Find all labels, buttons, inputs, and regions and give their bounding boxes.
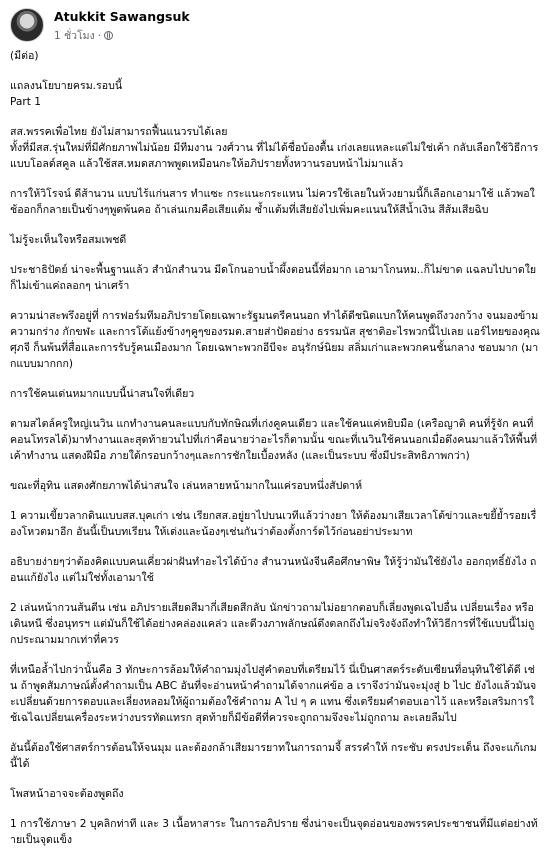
post-paragraph: การใช้คนเด่นหมากแบบนี้น่าสนใจที่เดียว xyxy=(10,388,195,400)
post-paragraph: ประชาธิปัตย์ น่าจะพื้นฐานแล้ว สำนักสำนวน มีดโกนอาบน้ำผึ้งตอนนี้ที่อมาก เอามาโกนหม..ก็ไม่ขาด แฉลบไปบาดใยก็ไม่เข้าแค่ถลอกๆ น่าเศร้า xyxy=(10,264,537,292)
post-header xyxy=(10,8,541,42)
post-paragraph: (มีต่อ) xyxy=(10,50,39,62)
post-paragraph: การให้วิโรจน์ ดีส้านวน แบบไร้แก่นสาร ทำแซะ กระแนะกระแหน ไม่ควรใช้เลยในห้วงยามนี้ก็เลือกเอามาใช้ แล้วพอใช้ออกก็กลายเป็นข้างๆพูดพ้นคอ ถ้าเล่นเกมคือเสียแต้ม ซ้ำแต้มที่เสียยังไปเพิ่มคะแนนให้สีน้ำเงิน สีส้มเสียฉิบ xyxy=(10,188,535,216)
author-avatar[interactable] xyxy=(10,8,44,42)
post-paragraph: อธิบายง่ายๆว่าต้องคิดแบบคนเคี่ยวผ่าฝันทำอะไรได้บ้าง สำนวนหนังจีนคือศึกษาพิษ ให้รู้ว่ามันใช้ยังไง ออกฤทธิ์ยังไง ถอนแก้ยังไง แต่ไม่ใช่ทั้งเอามาใช้ xyxy=(10,556,537,584)
author-name[interactable]: Atukkit Sawangsuk xyxy=(54,9,190,24)
post-meta xyxy=(54,27,113,44)
post-paragraph: ที่เหนือล้ำไปกว่านั้นคือ 3 ทักษะการล้อมให้คำถามมุ่งไปสู่คำตอบที่เตรียมไว้ นี่เป็นศาสตร์ระดับเซียนที่อนุทินใช้ได้ดี เช่น ถ้าพูดสัมภาษณ์ตั้งคำถามเป็น ABC อันที่จะอ่านหน้าคำถามได้จากแค่ข้อ a เราจึงว่ามันจะมุ่งสู่ b ไปc ยังไงแล้วมันจะเปลี่ยนด้วยการตอบและเลี่ยงหลอมให้ผู้ถามต้องใช้คำถาม A ไป ๆ ค แทน ซึ่งเตรียมคำตอบเอาไว้ และหรือเสริมการใช้เฉไฉเปลี่ยนเครื่องระหว่างบรรทัดแทรก สุดท้ายก็มีข้อดีที่ควรจะถูกถามจึงจะไม่ถูกถาม ละเลยลืมไป xyxy=(10,664,537,724)
post-body xyxy=(10,48,540,862)
meta-separator: · xyxy=(97,30,102,42)
post-paragraph: โพสหน้าอาจจะต้องพูดถึง xyxy=(10,788,124,800)
post-timestamp[interactable]: 1 ชั่วโมง xyxy=(54,30,95,42)
post-paragraph: ตามสไตล์ครูใหญ่เนวิน แกทำงานคนละแบบกับทักษิณที่เก่งคูคนเดียว และใช้คนแค่หยิบมือ (เครือญาติ คนที่รู้จัก คนที่คอนโทรลได้)มาทำงานและสุดท้ายวนไปที่เก่าคือนายว่าอะไรก็ตามนั้น ขณะที่เนวินใช้คนนอกเมื่อดึงคนมาแล้วให้พื้นที่เค้าทำงาน แสดงฝีมือ ภายใต้กรอบกว้างๆและการชักใยเบื้องหลัง (และเป็นระบบ ซึ่งมีประสิทธิภาพกว่า) xyxy=(10,418,538,462)
post-paragraph: แถลงนโยบายครม.รอบนี้ Part 1 xyxy=(10,80,123,108)
post-paragraph: 1 ความเขี้ยวลากดินแบบสส.บุคเก่า เช่น เรียกสส.อยู่ยาไปบนเวทีแล้วว่างยา ให้ต้องมาเสียเวลาโต้ข่าวและขยี้ย้ำรอยเรื่องโหวตมาอีก อันนี้เป็นบทเรียน ให้เด่งและน้องๆเช่นกันว่าต้องตั้งการ์ดไว้ก่อนอย่าประมาท xyxy=(10,510,537,538)
post-paragraph: 2 เล่นหน้ากวนส้นตีน เช่น อภิปรายเสียดสีมากี่เสียดสีกลับ นักข่าวถามไม่อยากตอบก็เลี่ยงพูดเฉไปอื่น เปลี่ยนเรื่อง หรือ เดินหนี ซึ่งอนุทรฯ แต่มันก็ใช้ได้อย่างคล่องแคล่ว และดีวงภาพลักษณ์ดึงตลกถึงไม่จริงจังถึงทำให้วิธีการที่ใช้แบบนี้ไม่ถูกประณามมากเท่าที่ควร xyxy=(10,602,535,646)
post-paragraph: อันนี้ต้องใช้ศาสตร์การต้อนให้จนมุม และต้องกล้าเสียมารยาทในการถามจี้ สรรคำให้ กระชับ ตรงประเด็น ถึงจะแก้เกมนี้ได้ xyxy=(10,742,537,770)
post-paragraph: สส.พรรคเพื่อไทย ยังไม่สามารถฟื้นแนวรบได้เลย ทั้งที่มีสส.รุ่นใหม่ที่มีศักยภาพไม่น้อย มีทีมงาน วงศ์วาน ที่ไม่ได้ชื่อบ้องตื้น เก่งเลยแหละแต่ไม่ใช่เค้า กลับเลือกใช้วิธีการแบบโอลด์สคูล แล้วใช้สส.หมดสภาพพูดเหมือนกะให้อภิปรายทั้งหวานรอบหน้าไม่มาแล้ว xyxy=(10,126,539,170)
post-paragraph: ไม่รู้จะเห็นใจหรือสมเพชดี xyxy=(10,234,127,246)
globe-icon[interactable] xyxy=(104,31,113,40)
post-paragraph: ความน่าสะพรึงอยู่ที่ การฟอร์มทีมอภิปรายโดยเฉพาะรัฐมนตรีคนนอก ทำได้ดีชนิดแบกให้คนพูดถึงวงกว้าง จนมองข้ามความกร่าง กักขฬะ และการโต้แย้งข้างๆคูๆของรมต.สายส่าปัดอย่าง ธรรมนัส สุชาติอะไรพวกนี้ไปเลย แอร์ไทยของคุณศุภจี ก็นพ้นที่สื่อและการรับรู้คนเมืองมาก โดยเฉพาะพวกอีบีจะ อนุรักษ์นิยม สลิ่มเก่าและพวกคนชั้นกลาง ชอบมาก (มากแบบมากกก) xyxy=(10,310,540,370)
post-paragraph: ขณะที่อุทิน แสดงศักยภาพได้น่าสนใจ เล่นหลายหน้ามากในแค่รอบหนึ่งสัปดาห์ xyxy=(10,480,363,492)
post-paragraph: 1 การใช้ภาษา 2 บุคลิกท่าที และ 3 เนื้อหาสาระ ในการอภิปราย ซึ่งน่าจะเป็นจุดอ่อนของพรรคประชาชนที่มีแต่อย่างท้ายเป็นจุดแข็ง xyxy=(10,818,538,846)
